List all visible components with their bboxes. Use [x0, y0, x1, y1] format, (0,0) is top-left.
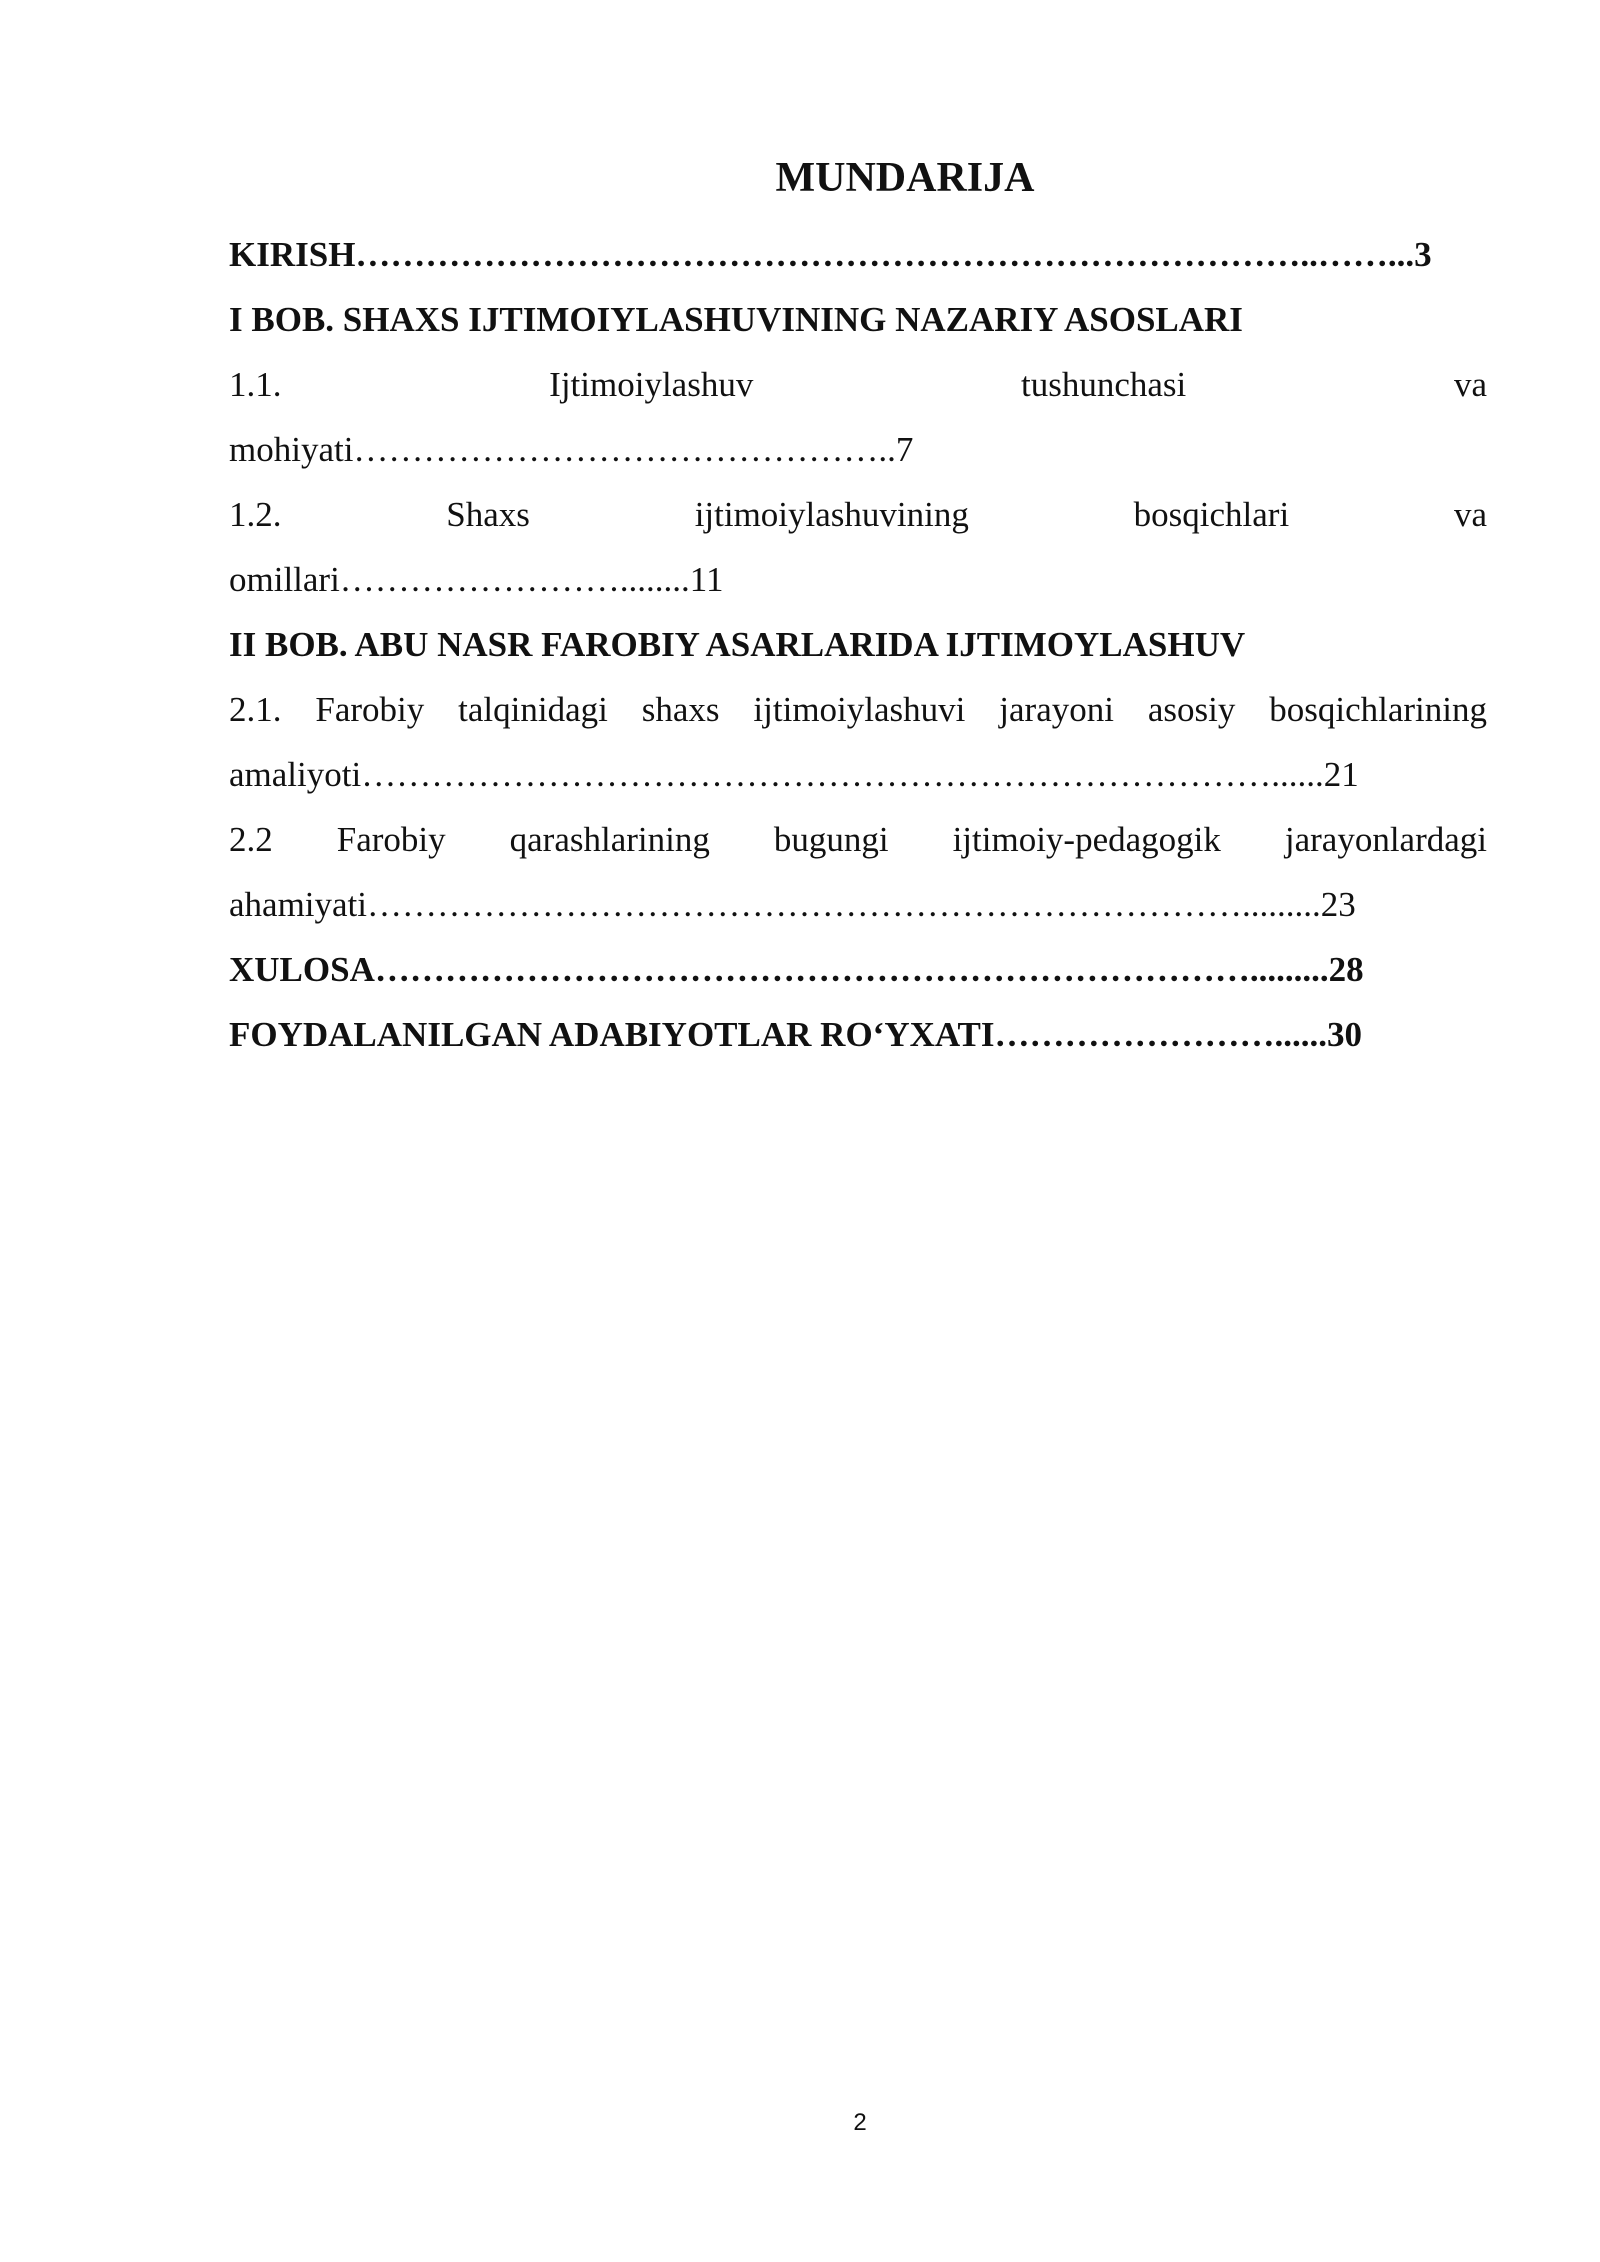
toc-chapter-2-heading[interactable]: II BOB. ABU NASR FAROBIY ASARLARIDA IJTIMOYLASHUV	[229, 625, 1246, 664]
page-number: 2	[853, 2109, 867, 2136]
table-of-contents	[229, 222, 1487, 1067]
toc-chapter-1-heading[interactable]: I BOB. SHAXS IJTIMOIYLASHUVINING NAZARIY ASOSLARI	[229, 300, 1243, 339]
toc-entry-1-1-line2[interactable]: mohiyati………………………………………..7	[229, 430, 914, 469]
toc-entry-2-2-line1[interactable]: 2.2 Farobiy qarashlarining bugungi ijtimoiy-pedagogik jarayonlardagi	[229, 820, 1487, 859]
toc-entry-kirish[interactable]: KIRISH………………………………………………………………………..……...3	[229, 235, 1432, 274]
toc-entry-1-1-line1[interactable]: 1.1. Ijtimoiylashuv tushunchasi va	[229, 365, 1487, 404]
toc-entry-xulosa[interactable]: XULOSA………………………………………………………………….........28	[229, 950, 1364, 989]
page-title: MUNDARIJA	[775, 155, 1035, 201]
toc-entry-1-2-line2[interactable]: omillari……………………........11	[229, 560, 724, 599]
toc-entry-bibliography[interactable]: FOYDALANILGAN ADABIYOTLAR RO‘YXATI……………………......30	[229, 1015, 1363, 1054]
toc-entry-2-1-line2[interactable]: amaliyoti……………………………………………………………………......21	[229, 755, 1359, 794]
toc-entry-2-2-line2[interactable]: ahamiyati………………………………………………………………….........23	[229, 885, 1356, 924]
toc-entry-1-2-line1[interactable]: 1.2. Shaxs ijtimoiylashuvining bosqichlari va	[229, 495, 1487, 534]
toc-entry-2-1-line1[interactable]: 2.1. Farobiy talqinidagi shaxs ijtimoiylashuvi jarayoni asosiy bosqichlarining	[229, 690, 1487, 729]
